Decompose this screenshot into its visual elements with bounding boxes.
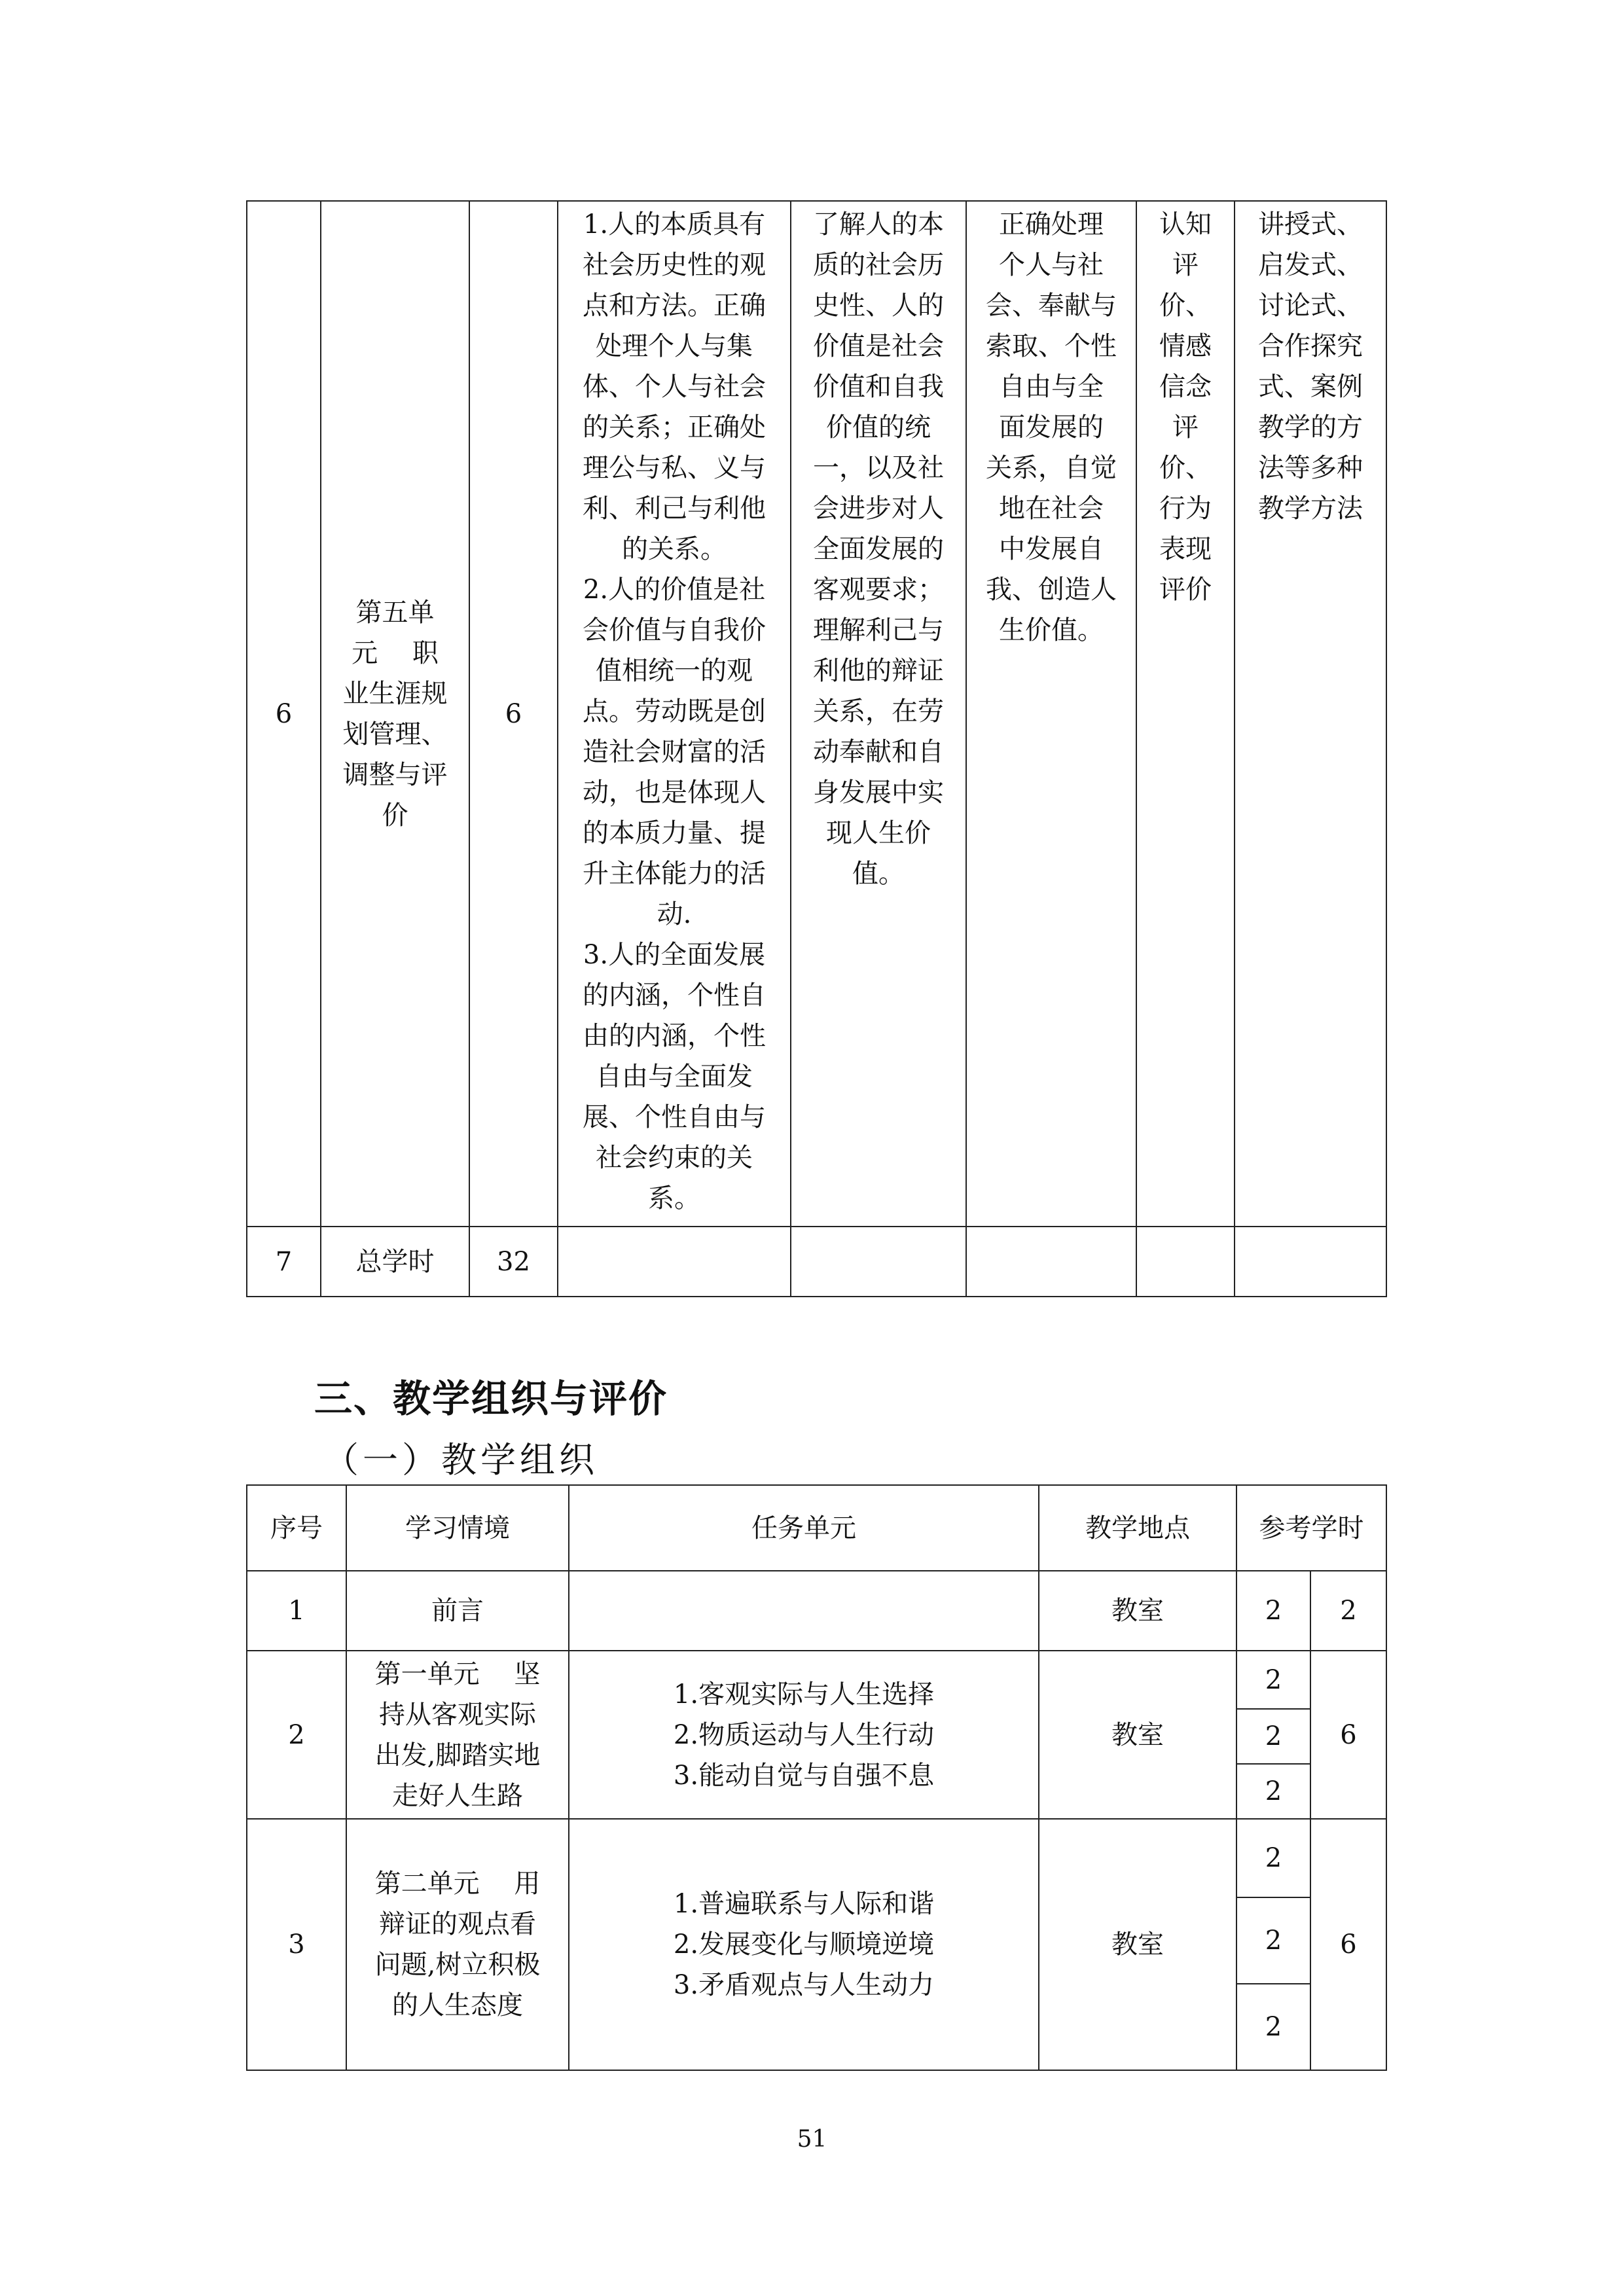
situation-cell	[346, 1819, 569, 2070]
table-header-row	[247, 1485, 1386, 1571]
text-line: 生价值。	[999, 615, 1104, 645]
content-cell	[558, 201, 791, 1227]
text-line: 理公与私、义与	[583, 453, 766, 483]
text-line: 3.能动自觉与自强不息	[673, 1760, 935, 1791]
text-line: 2.人的价值是社	[583, 575, 766, 605]
text-line: 价值是社会	[813, 331, 944, 361]
text-line: 评	[1172, 412, 1199, 442]
text-line: 客观要求；	[813, 575, 944, 605]
sub-hours-cell: 2	[1236, 1819, 1310, 1897]
empty-cell	[791, 1227, 966, 1297]
curriculum-table-continued	[246, 200, 1387, 1297]
row-number: 7	[247, 1227, 321, 1297]
evaluation-cell	[1136, 201, 1235, 1227]
total-hours-cell: 6	[1310, 1651, 1386, 1819]
text-line: 信念	[1159, 372, 1212, 402]
text-line: 法等多种	[1258, 453, 1363, 483]
text-line: 正确处理	[999, 209, 1104, 240]
total-hours: 32	[469, 1227, 558, 1297]
text-line: 系。	[648, 1183, 700, 1213]
sub-hours-cell: 2	[1236, 1709, 1310, 1764]
sub-hours-cell: 2	[1236, 1651, 1310, 1709]
text-line: 第二单元 用	[374, 1869, 541, 1899]
task-cell	[569, 1819, 1039, 2070]
unit-name	[321, 201, 469, 1227]
text-line: 现人生价	[826, 818, 931, 848]
place-cell: 教室	[1039, 1651, 1236, 1819]
text-line: 处理个人与集	[596, 331, 753, 361]
text-line: 点。劳动既是创	[583, 696, 766, 726]
text-line: 启发式、	[1258, 250, 1363, 280]
sub-hours-cell: 2	[1236, 1897, 1310, 1984]
text-line: 造社会财富的活	[583, 737, 766, 767]
text-line: 2.发展变化与顺境逆境	[673, 1929, 935, 1960]
subsection-heading: （一）教学组织	[323, 1439, 598, 1480]
text-line: 价值和自我	[813, 372, 944, 402]
text-line: 动奉献和自	[813, 737, 944, 767]
text-line: 索取、个性	[986, 331, 1117, 361]
knowledge-goal-cell	[791, 201, 966, 1227]
row-number: 2	[247, 1651, 346, 1819]
text-line: 教学的方	[1258, 412, 1363, 442]
sub-hours-cell: 2	[1236, 1764, 1310, 1819]
text-line: 3.人的全面发展	[583, 940, 766, 970]
text-line: 业生涯规	[342, 678, 448, 709]
text-line: 出发,脚踏实地	[374, 1740, 541, 1770]
table-row	[247, 1571, 1386, 1651]
header-no: 序号	[247, 1485, 346, 1571]
text-line: 的关系。	[622, 534, 727, 564]
situation-cell	[346, 1651, 569, 1819]
text-line: 面发展的	[999, 412, 1104, 442]
text-line: 2.物质运动与人生行动	[673, 1719, 935, 1750]
text-line: 利、利己与利他	[583, 493, 766, 524]
text-line: 体、个人与社会	[583, 372, 766, 402]
text-line: 第一单元 坚	[374, 1659, 541, 1689]
text-line: 问题,树立积极	[374, 1950, 541, 1980]
text-line: 评	[1172, 250, 1199, 280]
row-number: 3	[247, 1819, 346, 2070]
text-line: 辩证的观点看	[379, 1909, 536, 1939]
row-number: 1	[247, 1571, 346, 1651]
section-heading: 三、教学组织与评价	[314, 1376, 668, 1421]
text-line: 利他的辩证	[813, 656, 944, 686]
sub-hours-cell: 2	[1236, 1984, 1310, 2070]
text-line: 教学方法	[1258, 493, 1363, 524]
table-row	[247, 201, 1386, 1227]
text-line: 由的内涵，个性	[583, 1021, 766, 1051]
text-line: 展、个性自由与	[583, 1102, 766, 1132]
text-line: 讲授式、	[1258, 209, 1363, 240]
text-line: 社会约束的关	[596, 1143, 753, 1173]
text-line: 理解利己与	[813, 615, 944, 645]
text-line: 1.人的本质具有	[583, 209, 766, 240]
text-line: 了解人的本	[813, 209, 944, 240]
text-line: 划管理、	[342, 719, 448, 749]
text-line: 会价值与自我价	[583, 615, 766, 645]
text-line: 价	[382, 800, 408, 831]
unit-hours: 6	[469, 201, 558, 1227]
text-line: 价、	[1159, 291, 1212, 321]
ability-goal-cell	[966, 201, 1136, 1227]
text-line: 动，也是体现人	[583, 778, 766, 808]
text-line: 自由与全	[999, 372, 1104, 402]
text-line: 的本质力量、提	[583, 818, 766, 848]
row-number: 6	[247, 201, 321, 1227]
text-line: 中发展自	[999, 534, 1104, 564]
text-line: 动.	[657, 899, 692, 929]
text-line: 价值的统	[826, 412, 931, 442]
text-line: 前言	[431, 1596, 484, 1626]
text-line: 第五单	[355, 597, 435, 628]
text-line: 调整与评	[342, 759, 448, 790]
text-line: 的关系；正确处	[583, 412, 766, 442]
text-line: 评价	[1159, 575, 1212, 605]
text-line: 情感	[1159, 331, 1212, 361]
text-line: 式、案例	[1258, 372, 1363, 402]
text-line: 1.客观实际与人生选择	[673, 1679, 935, 1710]
place-cell: 教室	[1039, 1571, 1236, 1651]
text-line: 全面发展的	[813, 534, 944, 564]
text-line: 个人与社	[999, 250, 1104, 280]
header-situation: 学习情境	[346, 1485, 569, 1571]
empty-cell	[966, 1227, 1136, 1297]
text-line: 值。	[852, 859, 905, 889]
situation-cell	[346, 1571, 569, 1651]
text-line: 行为	[1159, 493, 1212, 524]
text-line: 价、	[1159, 453, 1212, 483]
empty-cell	[1235, 1227, 1386, 1297]
text-line: 一，以及社	[813, 453, 944, 483]
total-hours-cell: 2	[1310, 1571, 1386, 1651]
header-place: 教学地点	[1039, 1485, 1236, 1571]
text-line: 会、奉献与	[986, 291, 1117, 321]
text-line: 1.普遍联系与人际和谐	[673, 1889, 935, 1919]
total-label: 总学时	[321, 1227, 469, 1297]
text-line: 的人生态度	[392, 1990, 523, 2020]
text-line: 表现	[1159, 534, 1212, 564]
text-line: 点和方法。正确	[583, 291, 766, 321]
empty-cell	[1136, 1227, 1235, 1297]
header-hours: 参考学时	[1236, 1485, 1386, 1571]
teaching-organization-table	[246, 1484, 1387, 2071]
text-line: 自由与全面发	[596, 1062, 753, 1092]
method-cell	[1235, 201, 1386, 1227]
text-line: 我、创造人	[986, 575, 1117, 605]
text-line: 合作探究	[1258, 331, 1363, 361]
task-cell	[569, 1571, 1039, 1651]
text-line: 会进步对人	[813, 493, 944, 524]
text-line: 3.矛盾观点与人生动力	[673, 1970, 935, 2000]
text-line: 值相统一的观	[596, 656, 753, 686]
text-line: 史性、人的	[813, 291, 944, 321]
text-line: 社会历史性的观	[583, 250, 766, 280]
page-number: 51	[797, 2126, 827, 2153]
table-row	[247, 1819, 1386, 1897]
text-line: 身发展中实	[813, 778, 944, 808]
text-line: 元 职	[352, 637, 439, 668]
total-hours-cell: 6	[1310, 1819, 1386, 2070]
text-line: 走好人生路	[392, 1780, 523, 1811]
text-line: 升主体能力的活	[583, 859, 766, 889]
empty-cell	[558, 1227, 791, 1297]
text-line: 关系，在劳	[813, 696, 944, 726]
header-task: 任务单元	[569, 1485, 1039, 1571]
text-line: 地在社会	[999, 493, 1104, 524]
task-cell	[569, 1651, 1039, 1819]
text-line: 质的社会历	[813, 250, 944, 280]
text-line: 关系，自觉	[986, 453, 1117, 483]
sub-hours-cell: 2	[1236, 1571, 1310, 1651]
text-line: 的内涵，个性自	[583, 980, 766, 1011]
text-line: 认知	[1159, 209, 1212, 240]
text-line: 讨论式、	[1258, 291, 1363, 321]
table-row	[247, 1227, 1386, 1297]
table-row	[247, 1651, 1386, 1709]
place-cell: 教室	[1039, 1819, 1236, 2070]
text-line: 持从客观实际	[379, 1699, 536, 1730]
